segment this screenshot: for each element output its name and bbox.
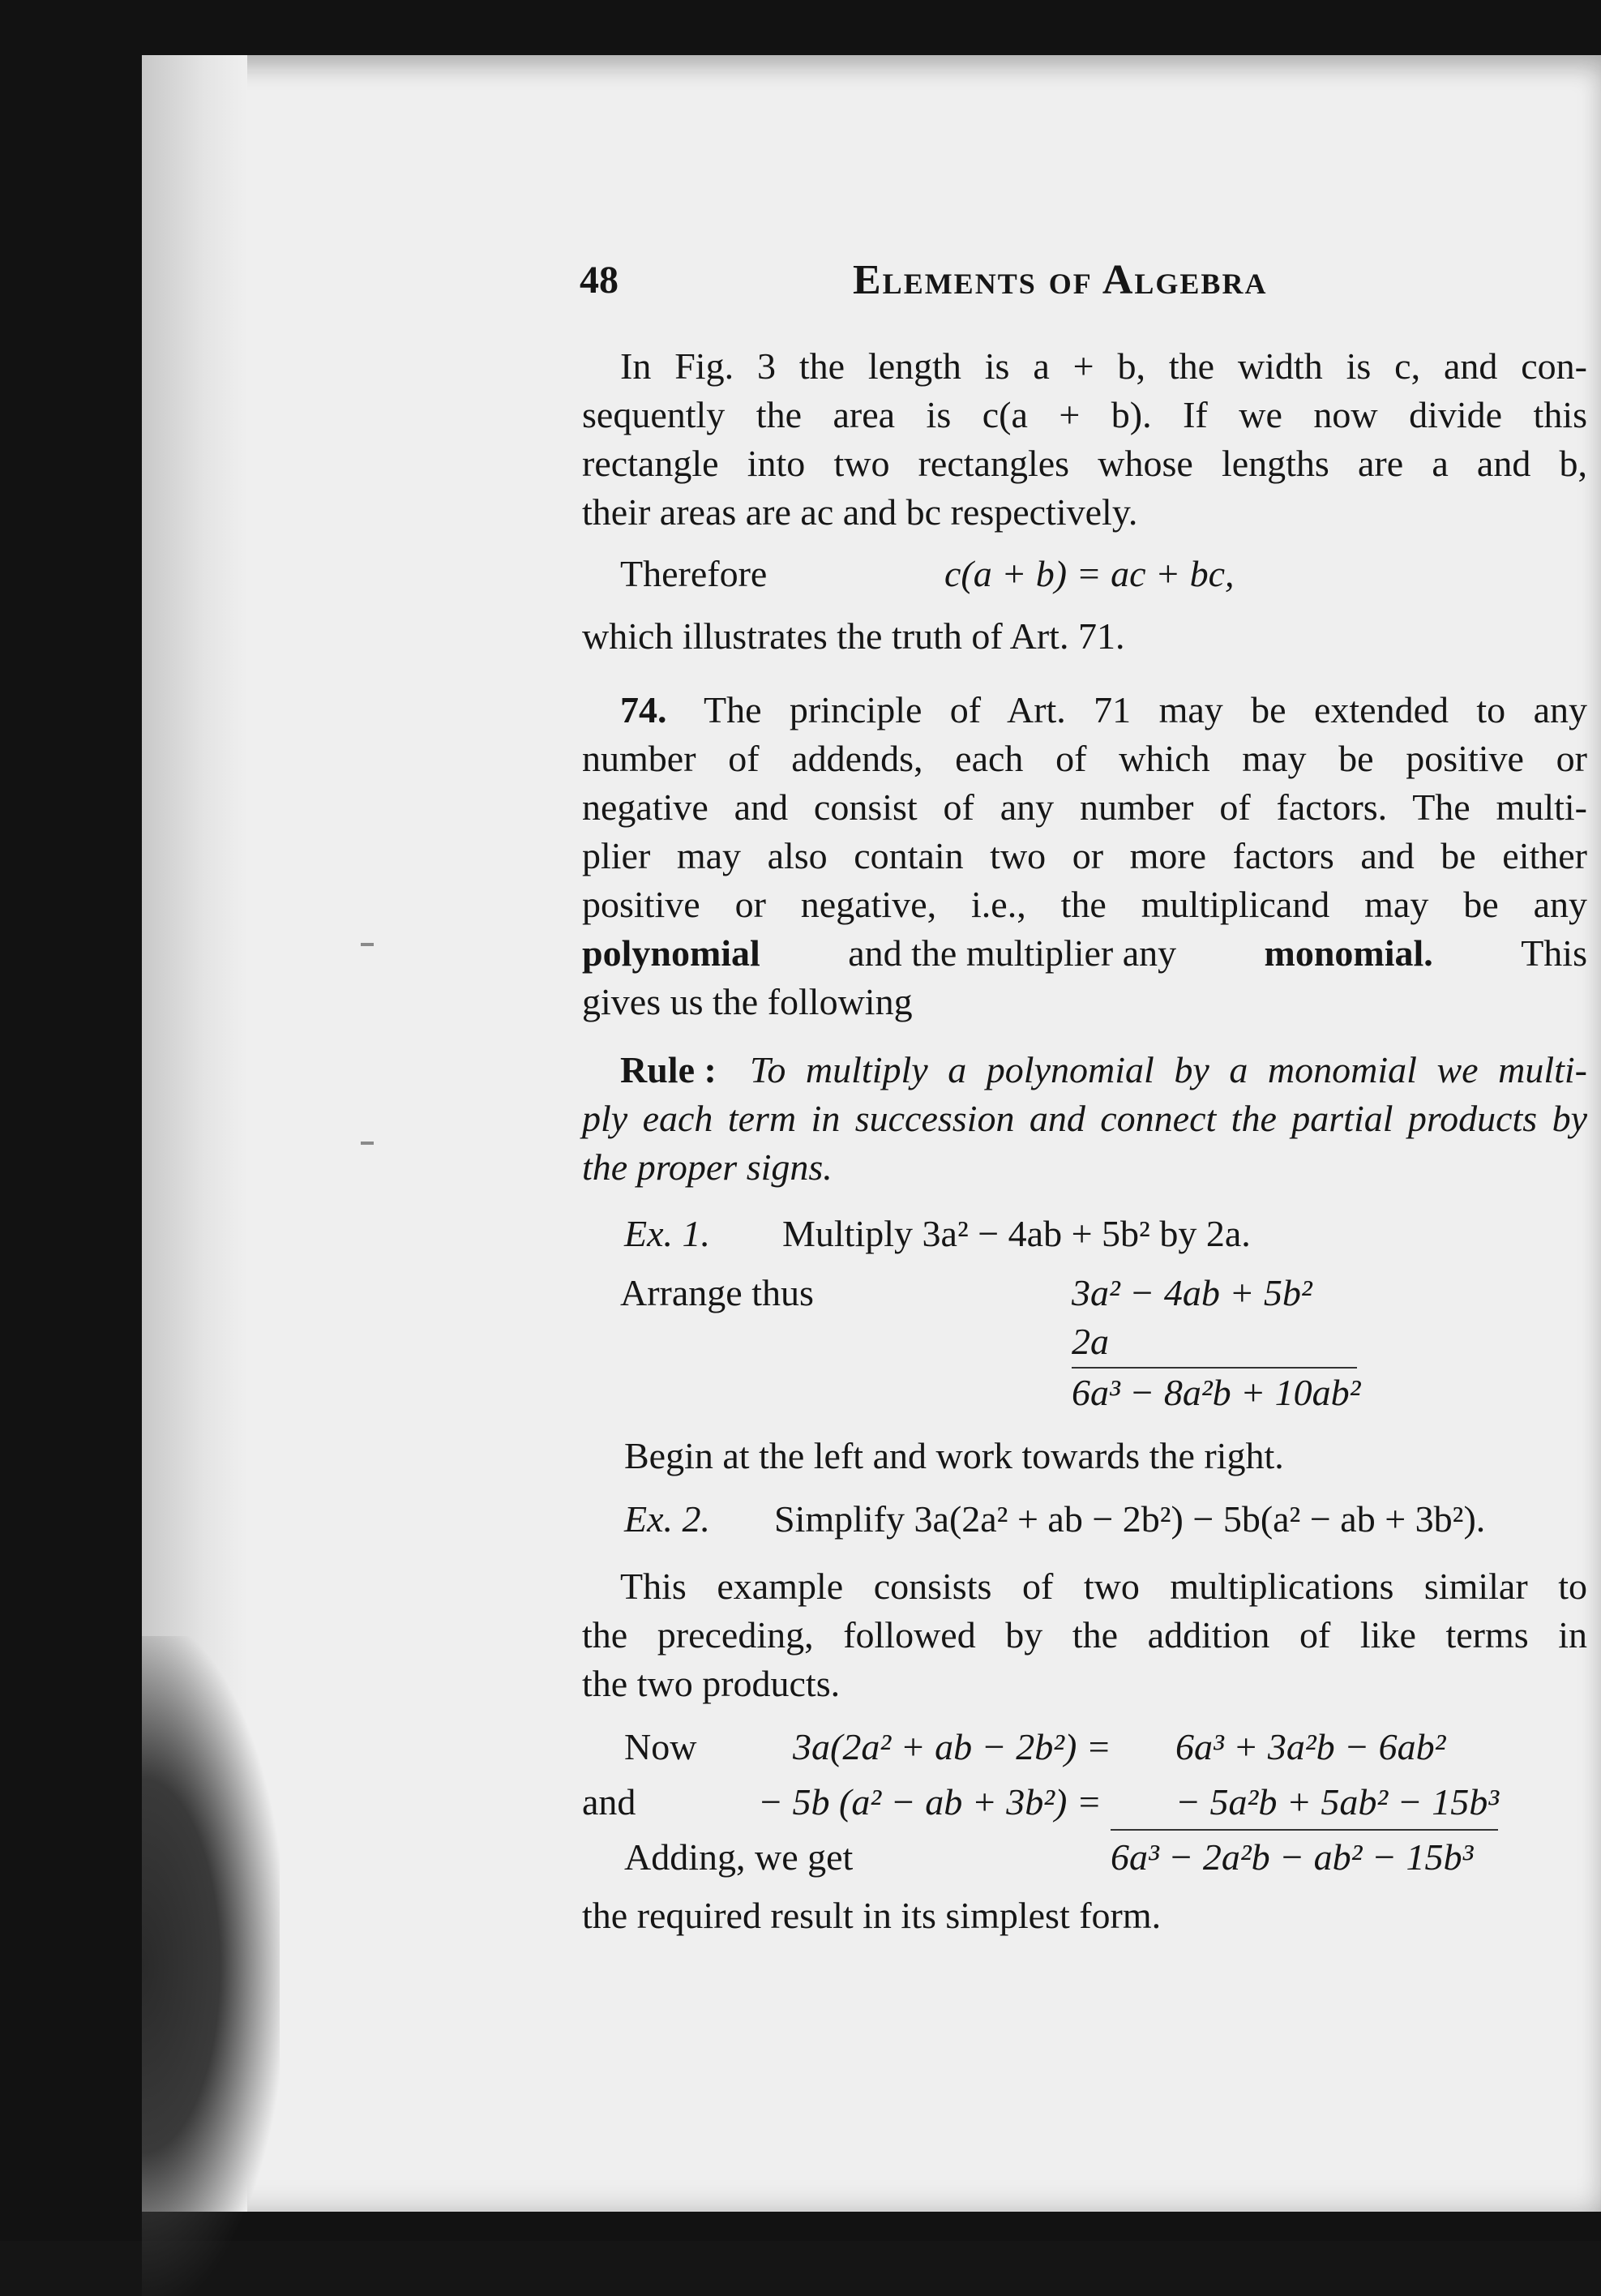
term-monomial: monomial. bbox=[1264, 932, 1433, 974]
ex1-multiplicand: 3a² − 4ab + 5b² bbox=[1072, 1272, 1312, 1313]
rule-line3: the proper signs. bbox=[582, 1146, 833, 1188]
ex2-line3: the two products. bbox=[582, 1663, 841, 1704]
page-edge-stain bbox=[142, 1636, 280, 2296]
and-label: and bbox=[582, 1781, 636, 1823]
ex2-text: Simplify 3a(2a² + ab − 2b²) − 5b(a² − ab + 3b²). bbox=[774, 1498, 1486, 1540]
art74-line6-end: This bbox=[1521, 932, 1587, 974]
art74-line6 bbox=[582, 931, 1587, 976]
adding-label: Adding, we get bbox=[624, 1836, 854, 1878]
term-polynomial: polynomial bbox=[582, 932, 760, 974]
and-rhs: − 5a²b + 5ab² − 15b³ bbox=[1175, 1781, 1499, 1823]
margin-mark bbox=[361, 1142, 374, 1145]
adding-result: 6a³ − 2a²b − ab² − 15b³ bbox=[1111, 1836, 1474, 1878]
therefore-equation: c(a + b) = ac + bc, bbox=[944, 553, 1235, 594]
art74-line4: plier may also contain two or more factors and be either bbox=[582, 835, 1587, 876]
running-head: Elements of Algebra bbox=[853, 257, 1268, 303]
final-line: the required result in its simplest form. bbox=[582, 1895, 1162, 1936]
now-rhs: 6a³ + 3a²b − 6ab² bbox=[1175, 1726, 1446, 1767]
para1-line4: their areas are ac and bc respectively. bbox=[582, 491, 1138, 533]
rule-line1: To multiply a polynomial by a monomial we multi- bbox=[750, 1049, 1587, 1090]
art74-line6-mid: and the multiplier any bbox=[848, 932, 1177, 974]
ex1-arrange-label: Arrange thus bbox=[620, 1272, 814, 1313]
sum-rule bbox=[1111, 1829, 1498, 1831]
ex1-multiplier: 2a bbox=[1072, 1321, 1109, 1362]
ex2-line2: the preceding, followed by the addition of like terms in bbox=[582, 1614, 1587, 1656]
art74-line3: negative and consist of any number of factors. The multi- bbox=[582, 786, 1587, 828]
ex1-note: Begin at the left and work towards the right. bbox=[624, 1435, 1284, 1476]
art74-line1: The principle of Art. 71 may be extended to any bbox=[704, 689, 1587, 730]
ex1-product: 6a³ − 8a²b + 10ab² bbox=[1072, 1372, 1361, 1413]
ex1-text: Multiply 3a² − 4ab + 5b² by 2a. bbox=[782, 1213, 1251, 1254]
rule-line2: ply each term in succession and connect the partial products by bbox=[582, 1098, 1587, 1139]
ex2-label: Ex. 2. bbox=[624, 1498, 711, 1540]
therefore-label: Therefore bbox=[620, 553, 768, 594]
article-number: 74. bbox=[620, 689, 667, 730]
ex2-line1: This example consists of two multiplications similar to bbox=[620, 1566, 1587, 1607]
art74-line5: positive or negative, i.e., the multiplicand may be any bbox=[582, 884, 1587, 925]
illustrates-line: which illustrates the truth of Art. 71. bbox=[582, 615, 1125, 657]
ex1-label: Ex. 1. bbox=[624, 1213, 711, 1254]
page-number: 48 bbox=[580, 259, 619, 302]
now-lhs: 3a(2a² + ab − 2b²) = bbox=[793, 1726, 1111, 1767]
para1-line1: In Fig. 3 the length is a + b, the width is c, and con- bbox=[620, 345, 1587, 387]
now-label: Now bbox=[624, 1726, 697, 1767]
para1-line3: rectangle into two rectangles whose lengths are a and b, bbox=[582, 443, 1587, 484]
and-lhs: − 5b (a² − ab + 3b²) = bbox=[758, 1781, 1102, 1823]
art74-line7: gives us the following bbox=[582, 981, 913, 1022]
art74-line2: number of addends, each of which may be positive or bbox=[582, 738, 1587, 779]
rule-label: Rule : bbox=[620, 1049, 717, 1090]
margin-mark bbox=[361, 943, 374, 946]
ex1-product-rule bbox=[1072, 1367, 1357, 1369]
para1-line2: sequently the area is c(a + b). If we now divide this bbox=[582, 394, 1587, 435]
